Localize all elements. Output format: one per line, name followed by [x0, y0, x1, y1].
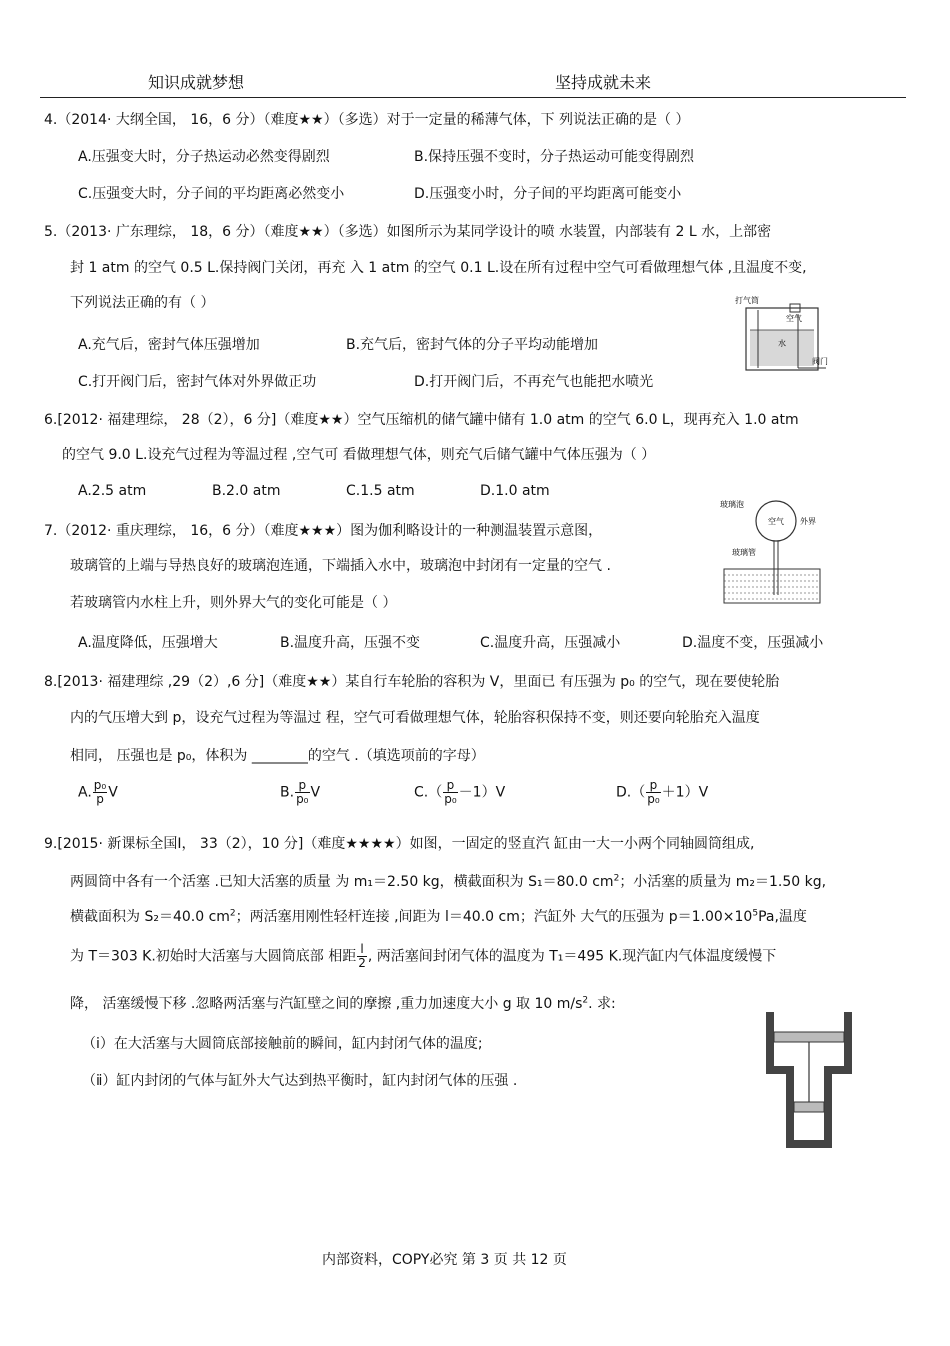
q9-line3-c: Pa,温度: [758, 909, 807, 925]
q5-fig-label-pump: 打气筒: [735, 296, 759, 305]
q9-line2: [70, 871, 826, 891]
q8-b-tail: V: [310, 784, 321, 801]
header-rule: [40, 97, 906, 98]
q7-line3: 若玻璃管内水柱上升，则外界大气的变化可能是（ ）: [70, 595, 397, 611]
q9-frac-numerator: l: [357, 943, 367, 957]
q9-line5-a: 降， 活塞缓慢下移 .忽略两活塞与汽缸壁之间的摩擦 ,重力加速度大小 g 取 10 m/s: [70, 996, 583, 1012]
q9-sup-5: 5: [752, 908, 759, 919]
q8-line2: 内的气压增大到 p，设充气过程为等温过 程，空气可看做理想气体，轮胎容积保持不变，则还要向轮胎充入温度: [70, 710, 760, 726]
q7-thermometer-figure: [718, 495, 824, 607]
q9-sup-2b: 2: [229, 908, 236, 919]
q9-frac-denominator: 2: [358, 956, 366, 970]
q5-fig-label-valve: 阀门: [812, 357, 828, 366]
q4-option-b: B.保持压强不变时，分子热运动可能变得剧烈: [414, 149, 695, 165]
q6-option-c: C.1.5 atm: [346, 483, 415, 499]
q9-subquestion-ii: （ⅱ）缸内封闭的气体与缸外大气达到热平衡时，缸内封闭气体的压强 .: [82, 1073, 518, 1089]
q9-line3-b: ；两活塞用刚性轻杆连接 ,间距为 l＝40.0 cm；汽缸外 大气的压强为 p＝1.00×10: [235, 909, 753, 925]
q9-line4-b: , 两活塞间封闭气体的温度为 T₁＝495 K.现汽缸内气体温度缓慢下: [367, 948, 777, 965]
q6-line2: 的空气 9.0 L.设充气过程为等温过程 ,空气可 看做理想气体，则充气后储气罐中气体压强为（ ）: [62, 447, 656, 463]
q7-fig-label-air: 空气: [768, 517, 784, 526]
q6-option-a: A.2.5 atm: [78, 483, 147, 499]
q9-line4-a: 为 T＝303 K.初始时大活塞与大圆筒底部 相距: [70, 948, 357, 965]
q7-fig-label-bulb: 玻璃泡: [720, 500, 744, 509]
q4-option-d: D.压强变小时，分子间的平均距离可能变小: [414, 186, 682, 202]
q8-line1: 8.[2013· 福建理综 ,29（2）,6 分]（难度★★）某自行车轮胎的容积为 V，里面已 有压强为 p₀ 的空气，现在要使轮胎: [44, 674, 780, 690]
q5-line2: 封 1 atm 的空气 0.5 L.保持阀门关闭，再充 入 1 atm 的空气 0.1 L.设在所有过程中空气可看做理想气体 ,且温度不变,: [70, 260, 807, 276]
q4-stem: 4.（2014· 大纲全国， 16，6 分）（难度★★）（多选）对于一定量的稀薄气体，下 列说法正确的是（ ）: [44, 112, 690, 128]
q8-option-d: [616, 779, 708, 806]
q9-sup-2a: 2: [613, 873, 620, 884]
q8-d-numerator: p: [646, 779, 660, 793]
q9-line5: [70, 993, 616, 1013]
q5-option-d: D.打开阀门后，不再充气也能把水喷光: [414, 374, 654, 390]
q9-line3-a: 横截面积为 S₂＝40.0 cm: [70, 909, 230, 925]
page-footer: 内部资料，COPY必究 第 3 页 共 12 页: [322, 1252, 567, 1268]
q8-d-tail: ＋1）V: [661, 784, 709, 801]
q8-option-a: [78, 779, 118, 806]
q8-b-denominator: p₀: [296, 792, 309, 806]
q7-line2: 玻璃管的上端与导热良好的玻璃泡连通，下端插入水中，玻璃泡中封闭有一定量的空气 .: [70, 558, 611, 574]
q4-option-c: C.压强变大时，分子间的平均距离必然变小: [78, 186, 345, 202]
q5-option-a: A.充气后，密封气体压强增加: [78, 337, 260, 353]
q8-line3: 相同， 压强也是 p₀，体积为 ________的空气 .（填选项前的字母）: [70, 748, 485, 764]
q8-d-label: D.（: [616, 784, 646, 801]
header-right: 坚持成就未来: [555, 73, 652, 92]
q8-a-numerator: p₀: [93, 778, 107, 792]
q8-option-c: [414, 779, 505, 806]
q8-c-denominator: p₀: [444, 792, 457, 806]
q5-fig-label-water: 水: [778, 339, 786, 348]
q6-option-d: D.1.0 atm: [480, 483, 550, 499]
q9-cylinder-figure: [762, 1006, 856, 1152]
q8-a-label: A.: [78, 784, 92, 801]
q5-line3: 下列说法正确的有（ ）: [70, 295, 215, 311]
q7-option-b: B.温度升高，压强不变: [280, 635, 421, 651]
q4-option-a: A.压强变大时，分子热运动必然变得剧烈: [78, 149, 330, 165]
q8-b-label: B.: [280, 784, 295, 801]
q5-fig-label-air: 空气: [786, 314, 802, 323]
q7-option-d: D.温度不变，压强减小: [682, 635, 824, 651]
q7-option-a: A.温度降低，压强增大: [78, 635, 218, 651]
q7-fig-label-outside: 外界: [800, 517, 816, 526]
q9-subquestion-i: （ⅰ）在大活塞与大圆筒底部接触前的瞬间，缸内封闭气体的温度;: [82, 1036, 483, 1052]
q9-line5-b: . 求:: [588, 996, 616, 1012]
q6-line1: 6.[2012· 福建理综， 28（2），6 分]（难度★★）空气压缩机的储气罐中储有 1.0 atm 的空气 6.0 L，现再充入 1.0 atm: [44, 412, 799, 428]
q7-fig-label-tube: 玻璃管: [732, 548, 756, 557]
q7-option-c: C.温度升高，压强减小: [480, 635, 621, 651]
q8-b-numerator: p: [295, 779, 309, 793]
q9-line2-a: 两圆筒中各有一个活塞 .已知大活塞的质量 为 m₁＝2.50 kg，横截面积为 S₁＝80.0 cm: [70, 874, 614, 890]
q5-line1: 5.（2013· 广东理综， 18，6 分）（难度★★）（多选）如图所示为某同学设计的喷 水装置，内部装有 2 L 水，上部密: [44, 224, 772, 240]
q8-d-denominator: p₀: [647, 792, 660, 806]
q5-sprayer-figure: [734, 294, 830, 380]
q8-c-tail: －1）V: [458, 784, 506, 801]
q8-c-label: C.（: [414, 784, 443, 801]
q8-a-tail: V: [108, 784, 118, 801]
q8-c-numerator: p: [443, 779, 457, 793]
q9-line3: [70, 906, 807, 926]
q9-sup-2c: 2: [582, 995, 589, 1006]
q6-option-b: B.2.0 atm: [212, 483, 281, 499]
q7-line1: 7.（2012· 重庆理综， 16，6 分）（难度★★★）图为伽利略设计的一种测温装置示意图，: [44, 523, 603, 539]
q9-line2-b: ；小活塞的质量为 m₂＝1.50 kg,: [619, 874, 827, 890]
q5-option-c: C.打开阀门后，密封气体对外界做正功: [78, 374, 317, 390]
q9-line1: 9.[2015· 新课标全国Ⅰ， 33（2），10 分]（难度★★★★）如图，一固定的竖直汽 缸由一大一小两个同轴圆筒组成,: [44, 836, 755, 852]
header-left: 知识成就梦想: [148, 73, 245, 92]
q5-option-b: B.充气后，密封气体的分子平均动能增加: [346, 337, 599, 353]
q8-a-denominator: p: [96, 792, 104, 806]
q9-line4: [70, 943, 776, 970]
q8-option-b: [280, 779, 320, 806]
